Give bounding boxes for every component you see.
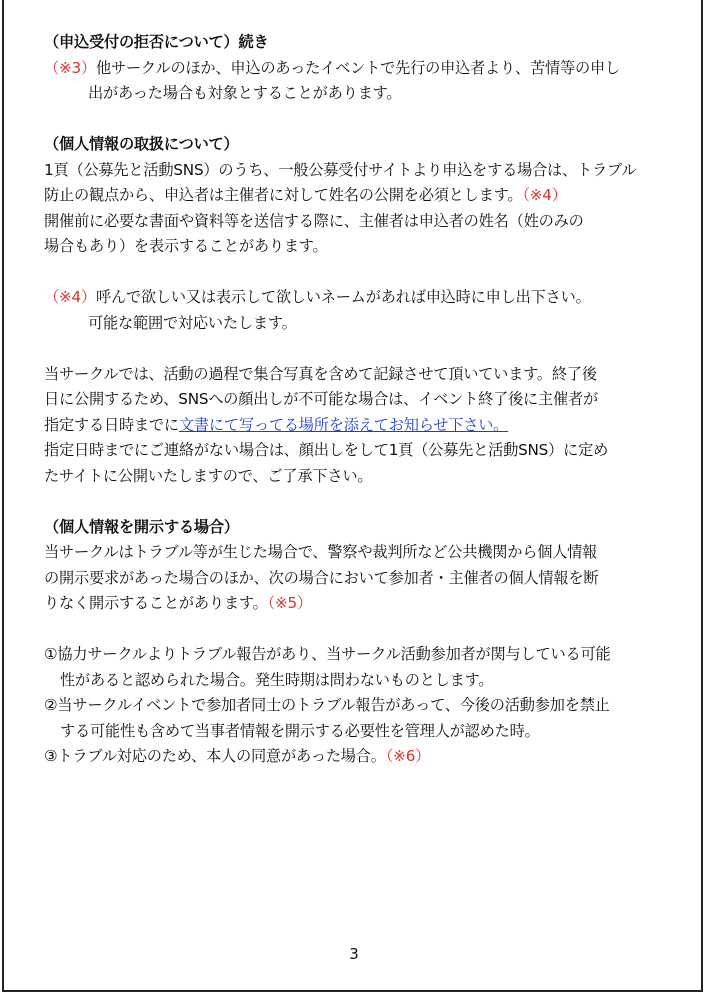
paragraph-text: 指定する日時までに	[44, 415, 179, 434]
paragraph-line: 当サークルはトラブル等が生じた場合で、警察や裁判所など公共機関から個人情報	[44, 543, 598, 561]
paragraph-line: の開示要求があった場合のほか、次の場合において参加者・主催者の個人情報を断	[44, 568, 599, 587]
note-mark: （※3）	[44, 58, 96, 77]
list-item: ②当サークルイベントで参加者同士のトラブル報告があって、今後の活動参加を禁止	[44, 696, 610, 714]
note-mark: （※5）	[267, 594, 312, 612]
section-heading-personal-info: （個人情報の取扱について）	[44, 135, 239, 153]
note-text: 他サークルのほか、申込のあったイベントで先行の申込者より、苦情等の申し	[95, 58, 620, 77]
paragraph-text: りなく開示することがあります。	[44, 594, 268, 612]
list-item-text: ③トラブル対応のため、本人の同意があった場合。	[44, 747, 386, 765]
paragraph-line: 開催前に必要な書面や資料等を送信する際に、主催者は申込者の姓名（姓のみの	[44, 211, 584, 230]
paragraph-line: 当サークルでは、活動の過程で集合写真を含めて記録させて頂いています。終了後	[44, 364, 597, 383]
section-heading-disclosure: （個人情報を開示する場合）	[44, 517, 239, 536]
notify-link[interactable]: 文書にて写ってる場所を添えてお知らせ下さい。	[178, 415, 509, 434]
section-heading-refusal: （申込受付の拒否について）続き	[44, 33, 269, 51]
note-4-continuation: 可能な範囲で対応いたします。	[88, 313, 297, 332]
note-4-line	[44, 285, 674, 311]
paragraph-line: 指定日時までにご連絡がない場合は、顔出しをして1頁（公募先と活動SNS）に定め	[44, 441, 609, 459]
paragraph-line	[44, 183, 674, 209]
document-body	[44, 30, 674, 770]
note-text: 呼んで欲しい又は表示して欲しいネームがあれば申込時に申し出下さい。	[95, 288, 591, 306]
paragraph-line	[44, 591, 674, 617]
list-item-continuation: する可能性も含めて当事者情報を開示する必要性を管理人が認めた時。	[60, 721, 540, 740]
paragraph-line: 日に公開するため、SNSへの顔出しが不可能な場合は、イベント終了後に主催者が	[44, 390, 598, 408]
note-3-continuation: 出があった場合も対象とすることがあります。	[88, 84, 402, 102]
note-mark: （※6）	[385, 747, 431, 765]
note-mark: （※4）	[44, 288, 96, 306]
paragraph-line: たサイトに公開いたしますので、ご了承下さい。	[44, 466, 373, 485]
note-3-line	[44, 56, 674, 82]
list-item	[44, 744, 674, 770]
list-item: ①協力サークルよりトラブル報告があり、当サークル活動参加者が関与している可能	[44, 645, 611, 663]
paragraph-line: 1頁（公募先と活動SNS）のうち、一般公募受付サイトより申込をする場合は、トラブル	[44, 160, 637, 179]
paragraph-text: 防止の観点から、申込者は主催者に対して姓名の公開を必須とします。	[44, 186, 523, 204]
page-number: 3	[349, 945, 359, 963]
note-mark: （※4）	[522, 186, 567, 204]
paragraph-line	[44, 413, 674, 439]
list-item-continuation: 性があると認められた場合。発生時期は問わないものとします。	[60, 670, 494, 689]
paragraph-line: 場合もあり）を表示することがあります。	[44, 237, 328, 255]
